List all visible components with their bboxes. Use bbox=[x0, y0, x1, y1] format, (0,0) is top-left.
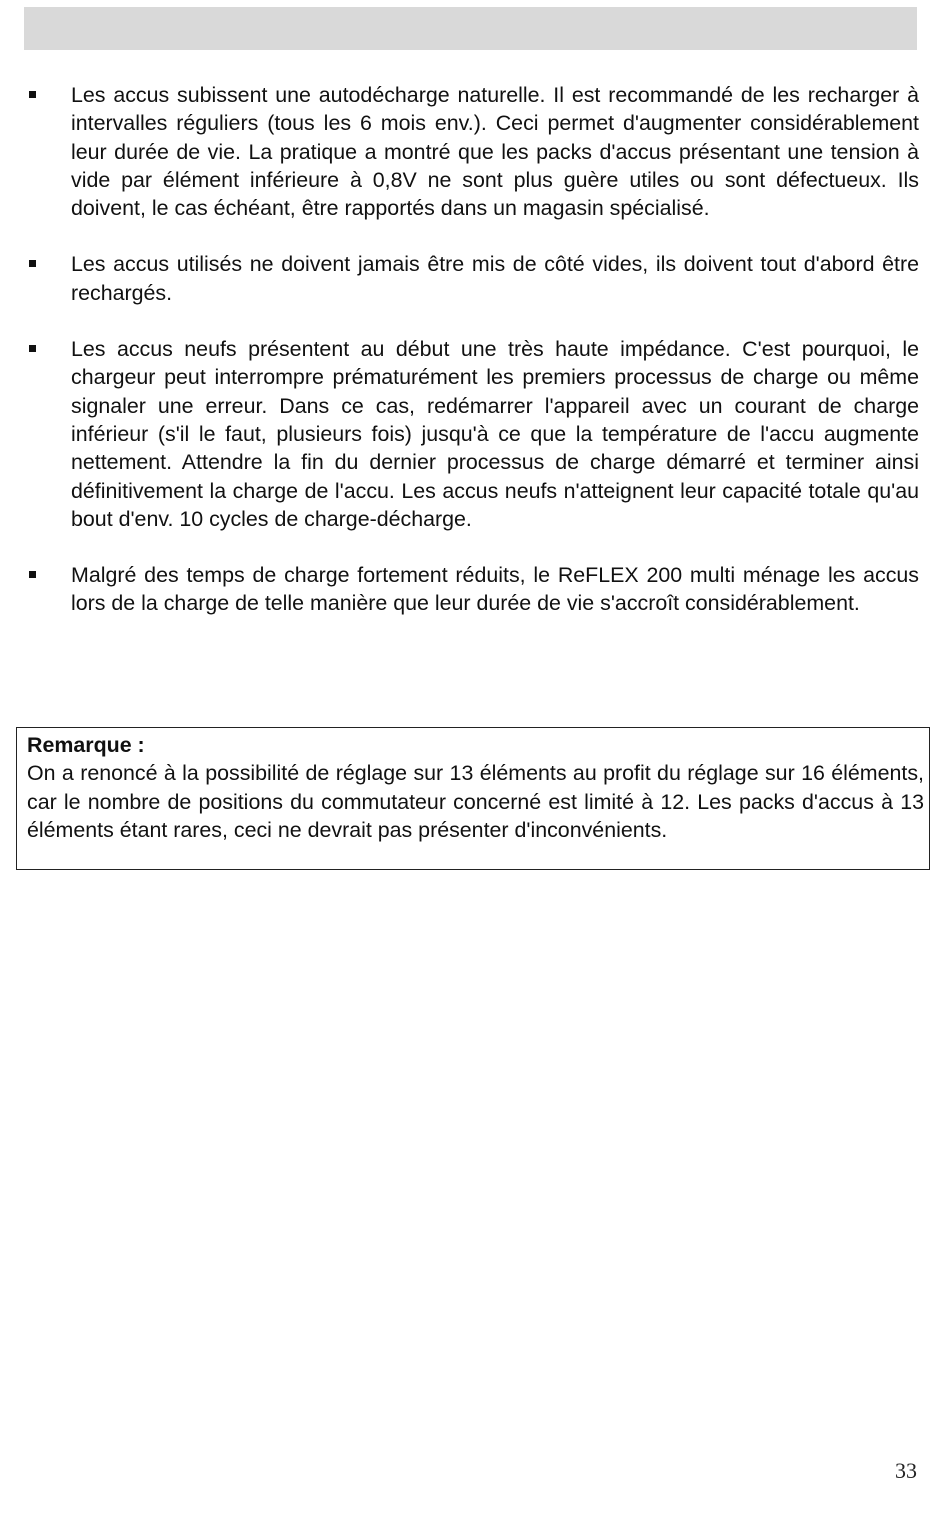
list-item-text: Les accus neufs présentent au début une très haute impédance. C'est pourquoi, le chargeur peut interrompre prématurément les premiers processus de charge ou même signaler une erreur. Dans ce cas, redémarrer l'appareil avec un courant de charge inférieur (s'il le faut, plusieurs fois) jusqu'à ce que la température de l'accu augmente nettement. Attendre la fin du dernier processus de charge démarré et terminer ainsi définitivement la charge de l'accu. Les accus neufs n'atteignent leur capacité totale qu'au bout d'env. 10 cycles de charge-décharge. bbox=[71, 337, 919, 531]
note-box bbox=[16, 727, 930, 870]
note-title: Remarque : bbox=[27, 733, 145, 757]
list-item bbox=[24, 561, 919, 618]
list-item bbox=[24, 250, 919, 307]
square-bullet-icon bbox=[29, 571, 36, 578]
note-text: On a renoncé à la possibilité de réglage sur 13 éléments au profit du réglage sur 16 éléments, car le nombre de positions du commutateur concerné est limité à 12. Les packs d'accus à 13 éléments étant rares, ceci ne devrait pas présenter d'inconvénients. bbox=[27, 761, 924, 842]
square-bullet-icon bbox=[29, 345, 36, 352]
bullet-list bbox=[24, 81, 919, 646]
list-item bbox=[24, 81, 919, 222]
list-item-text: Les accus subissent une autodécharge naturelle. Il est recommandé de les recharger à intervalles réguliers (tous les 6 mois env.). Ceci permet d'augmenter considérablement leur durée de vie. La pratique a montré que les packs d'accus présentant une tension à vide par élément inférieure à 0,8V ne sont plus guère utiles ou sont défectueux. Ils doivent, le cas échéant, être rapportés dans un magasin spécialisé. bbox=[71, 83, 919, 221]
square-bullet-icon bbox=[29, 260, 36, 267]
square-bullet-icon bbox=[29, 91, 36, 98]
list-item bbox=[24, 335, 919, 533]
list-item-text: Les accus utilisés ne doivent jamais être mis de côté vides, ils doivent tout d'abord être rechargés. bbox=[71, 252, 919, 305]
list-item-text: Malgré des temps de charge fortement réduits, le ReFLEX 200 multi ménage les accus lors de la charge de telle manière que leur durée de vie s'accroît considérablement. bbox=[71, 563, 919, 616]
page-number: 33 bbox=[895, 1458, 917, 1483]
header-bar bbox=[24, 7, 917, 50]
